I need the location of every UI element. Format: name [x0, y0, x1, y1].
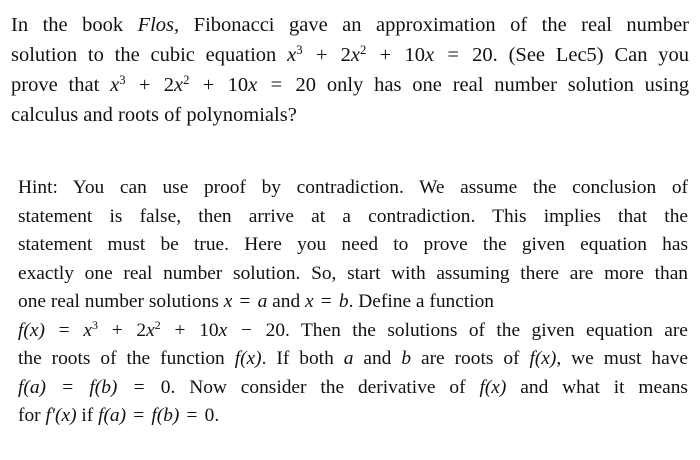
hint-line-2: statement is false, then arrive at a contradiction. This implies that the	[18, 205, 688, 227]
cubic-equation-repeat: $x^3 + 2x^2 + 10x = 20$	[110, 73, 316, 96]
question-paragraph	[11, 10, 689, 130]
hint-line-7: the roots of the function f(x). If both a and b are roots of f(x), we must have	[18, 348, 689, 369]
hint-line-5: one real number solutions x = a and x = b. Define a function	[18, 291, 494, 312]
question-line-4: calculus and roots of polynomials?	[11, 104, 297, 126]
question-line-2: solution to the cubic equation $x^3 + 2x^2 + 10x = 20$. (See Lec5) Can you	[11, 43, 690, 66]
hint-line-8: f(a) = f(b) = 0. Now consider the derivative of f(x) and what it means	[18, 376, 688, 398]
hint-paragraph	[18, 174, 688, 431]
function-definition: $f(x) = x^3 + 2x^2 + 10x - 20$	[18, 317, 286, 341]
hint-line-6: $f(x) = x^3 + 2x^2 + 10x - 20$. Then the solutions of the given equation are	[18, 317, 688, 341]
cubic-equation: $x^3 + 2x^2 + 10x = 20$	[287, 43, 493, 66]
hint-line-4: exactly one real number solution. So, start with assuming there are more than	[18, 262, 688, 284]
book-title: Flos	[137, 14, 175, 36]
hint-line-9: for f'(x) if f(a) = f(b) = 0.	[18, 405, 220, 426]
hint-line-1: Hint: You can use proof by contradiction. We assume the conclusion of	[18, 177, 688, 198]
question-line-3: prove that $x^3 + 2x^2 + 10x = 20$ only has one real number solution using	[11, 73, 690, 96]
hint-line-3: statement must be true. Here you need to prove the given equation has	[18, 234, 688, 255]
question-line-1: In the book Flos, Fibonacci gave an approximation of the real number	[11, 14, 689, 36]
